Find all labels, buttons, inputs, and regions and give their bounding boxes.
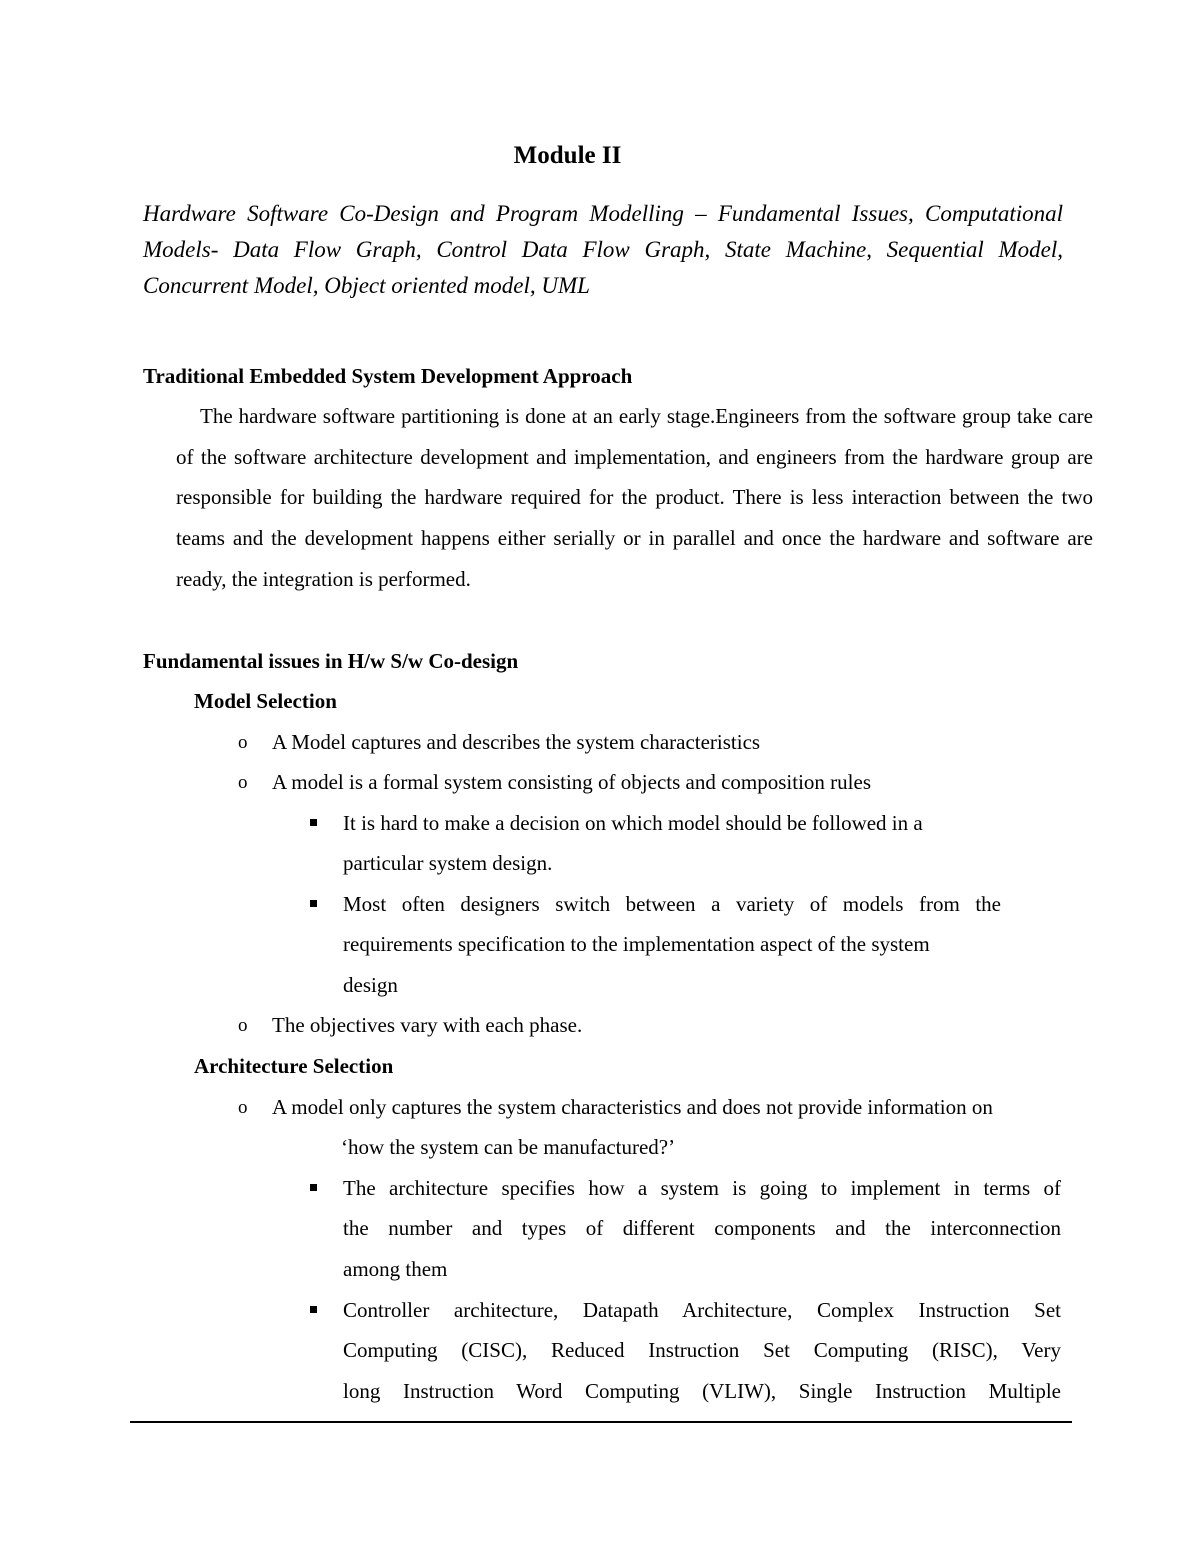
list-item: Controller architecture, Datapath Architecture, Complex Instruction Set [343, 1298, 1061, 1322]
list-item-continuation: the number and types of different components and the interconnection [343, 1216, 1061, 1240]
list-item-continuation: ‘how the system can be manufactured?’ [341, 1135, 676, 1159]
module-intro: Hardware Software Co-Design and Program Modelling – Fundamental Issues, Computational Models- Data Flow Graph, Control Data Flow Graph, State Machine, Sequential Model, Concurrent Model, Object oriented model, UML [143, 201, 1063, 298]
bullet-marker: o [238, 1097, 248, 1118]
bullet-marker: o [238, 732, 248, 753]
square-bullet-icon [310, 819, 317, 826]
heading-traditional: Traditional Embedded System Development Approach [143, 364, 633, 388]
square-bullet-icon [310, 1306, 317, 1313]
list-item-continuation: particular system design. [343, 851, 553, 875]
list-item: The architecture specifies how a system is going to implement in terms of [343, 1176, 1061, 1200]
list-item: A model only captures the system characteristics and does not provide information on [272, 1095, 993, 1119]
list-item-continuation: requirements specification to the implementation aspect of the system [343, 932, 930, 956]
list-item-continuation: design [343, 973, 398, 997]
heading-model-selection: Model Selection [194, 689, 337, 713]
bullet-marker: o [238, 1015, 248, 1036]
footer-divider [130, 1421, 1072, 1423]
square-bullet-icon [310, 1184, 317, 1191]
list-item-continuation: among them [343, 1257, 448, 1281]
list-item: A model is a formal system consisting of objects and composition rules [272, 770, 872, 794]
list-item: It is hard to make a decision on which model should be followed in a [343, 811, 923, 835]
heading-fundamental-issues: Fundamental issues in H/w S/w Co-design [143, 649, 519, 673]
list-item: A Model captures and describes the system characteristics [272, 730, 761, 754]
traditional-paragraph: The hardware software partitioning is done at an early stage.Engineers from the software group take care of the software architecture development and implementation, and engineers from the hardware group are responsible for building the hardware required for the product. There is less interaction between the two teams and the development happens either serially or in parallel and once the hardware and software are ready, the integration is performed. [176, 404, 1093, 591]
square-bullet-icon [310, 900, 317, 907]
heading-architecture-selection: Architecture Selection [194, 1054, 394, 1078]
bullet-marker: o [238, 772, 248, 793]
list-item-continuation: Computing (CISC), Reduced Instruction Set Computing (RISC), Very [343, 1338, 1061, 1362]
list-item-continuation: long Instruction Word Computing (VLIW), Single Instruction Multiple [343, 1379, 1061, 1403]
page-title: Module II [513, 142, 622, 169]
list-item: The objectives vary with each phase. [272, 1013, 583, 1037]
list-item: Most often designers switch between a variety of models from the [343, 892, 1001, 916]
